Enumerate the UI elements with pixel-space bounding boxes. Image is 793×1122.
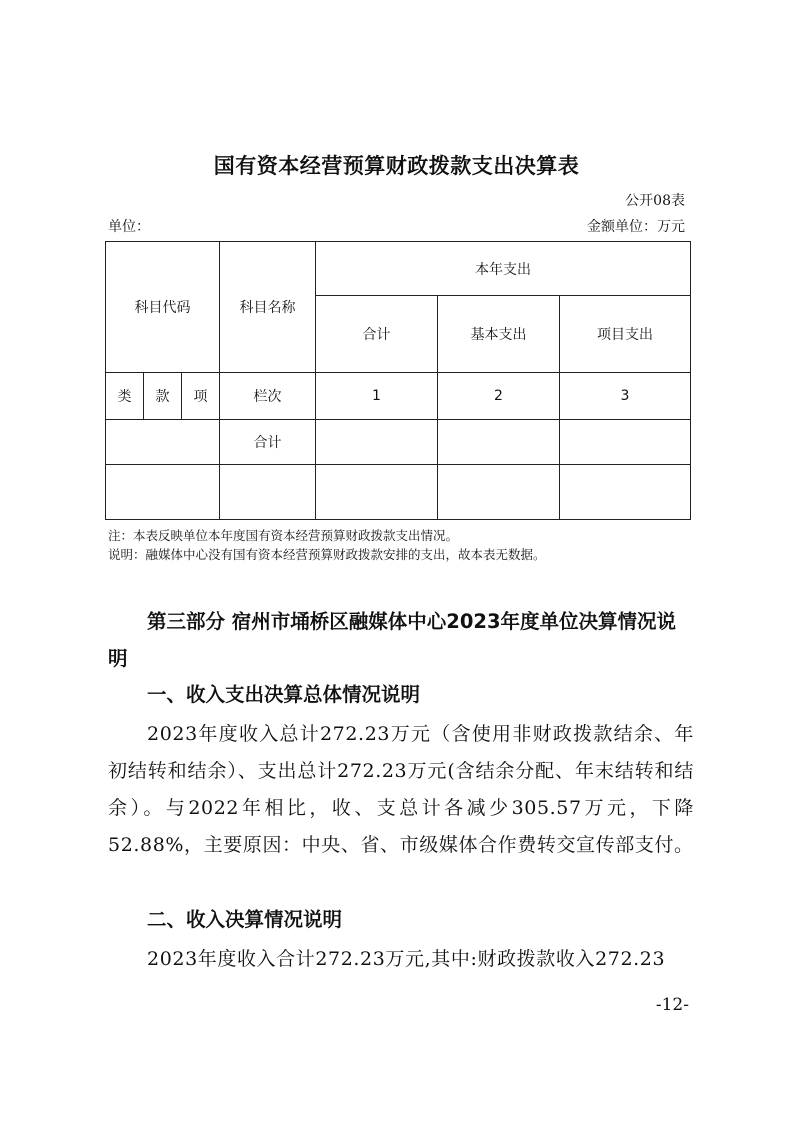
amount-unit-label: 金额单位：万元 [587, 219, 685, 235]
code-section-label: 款 [144, 373, 182, 420]
column-index-label: 栏次 [220, 373, 316, 420]
column-index-3: 3 [560, 373, 691, 420]
section-2-title: 二、收入决算情况说明 [147, 908, 343, 931]
document-title: 国有资本经营预算财政拨款支出决算表 [213, 154, 580, 178]
section-1-paragraph: 2023年度收入总计272.23万元（含使用非财政拨款结余、年初结转和结余）、支出总计272.23万元(含结余分配、年末结转和结余）。与2022年相比，收、支总计各减少305.57万元，下降52.88%，主要原因：中央、省、市级媒体合作费转交宣传部支付。 [108, 723, 694, 856]
total-row-total-cell [316, 420, 438, 465]
empty-row-code-cell [106, 465, 220, 520]
form-code: 公开08表 [625, 193, 685, 209]
header-current-year-expense: 本年支出 [316, 242, 691, 296]
total-row-label: 合计 [220, 420, 316, 465]
empty-row-name-cell [220, 465, 316, 520]
header-basic-expense: 基本支出 [438, 296, 560, 373]
column-index-1: 1 [316, 373, 438, 420]
total-row-code-cell [106, 420, 220, 465]
section-2-paragraph: 2023年度收入合计272.23万元,其中:财政拨款收入272.23 [147, 948, 666, 970]
empty-row-basic-cell [438, 465, 560, 520]
total-row-project-cell [560, 420, 691, 465]
section-1-title: 一、收入支出决算总体情况说明 [147, 683, 421, 706]
table-explanation: 说明：融媒体中心没有国有资本经营预算财政拨款安排的支出，故本表无数据。 [108, 547, 546, 562]
header-total: 合计 [316, 296, 438, 373]
code-category-label: 类 [106, 373, 144, 420]
header-subject-code: 科目代码 [106, 242, 220, 373]
header-project-expense: 项目支出 [560, 296, 691, 373]
empty-row-project-cell [560, 465, 691, 520]
table-note: 注：本表反映单位本年度国有资本经营预算财政拨款支出情况。 [108, 528, 459, 543]
page-number: -12- [655, 995, 689, 1015]
empty-row-total-cell [316, 465, 438, 520]
column-index-2: 2 [438, 373, 560, 420]
unit-label: 单位： [108, 219, 150, 235]
total-row-basic-cell [438, 420, 560, 465]
code-item-label: 项 [182, 373, 220, 420]
expense-table [105, 241, 691, 520]
header-subject-name: 科目名称 [220, 242, 316, 373]
part-heading: 第三部分 宿州市埇桥区融媒体中心2023年度单位决算情况说明 [108, 610, 677, 670]
